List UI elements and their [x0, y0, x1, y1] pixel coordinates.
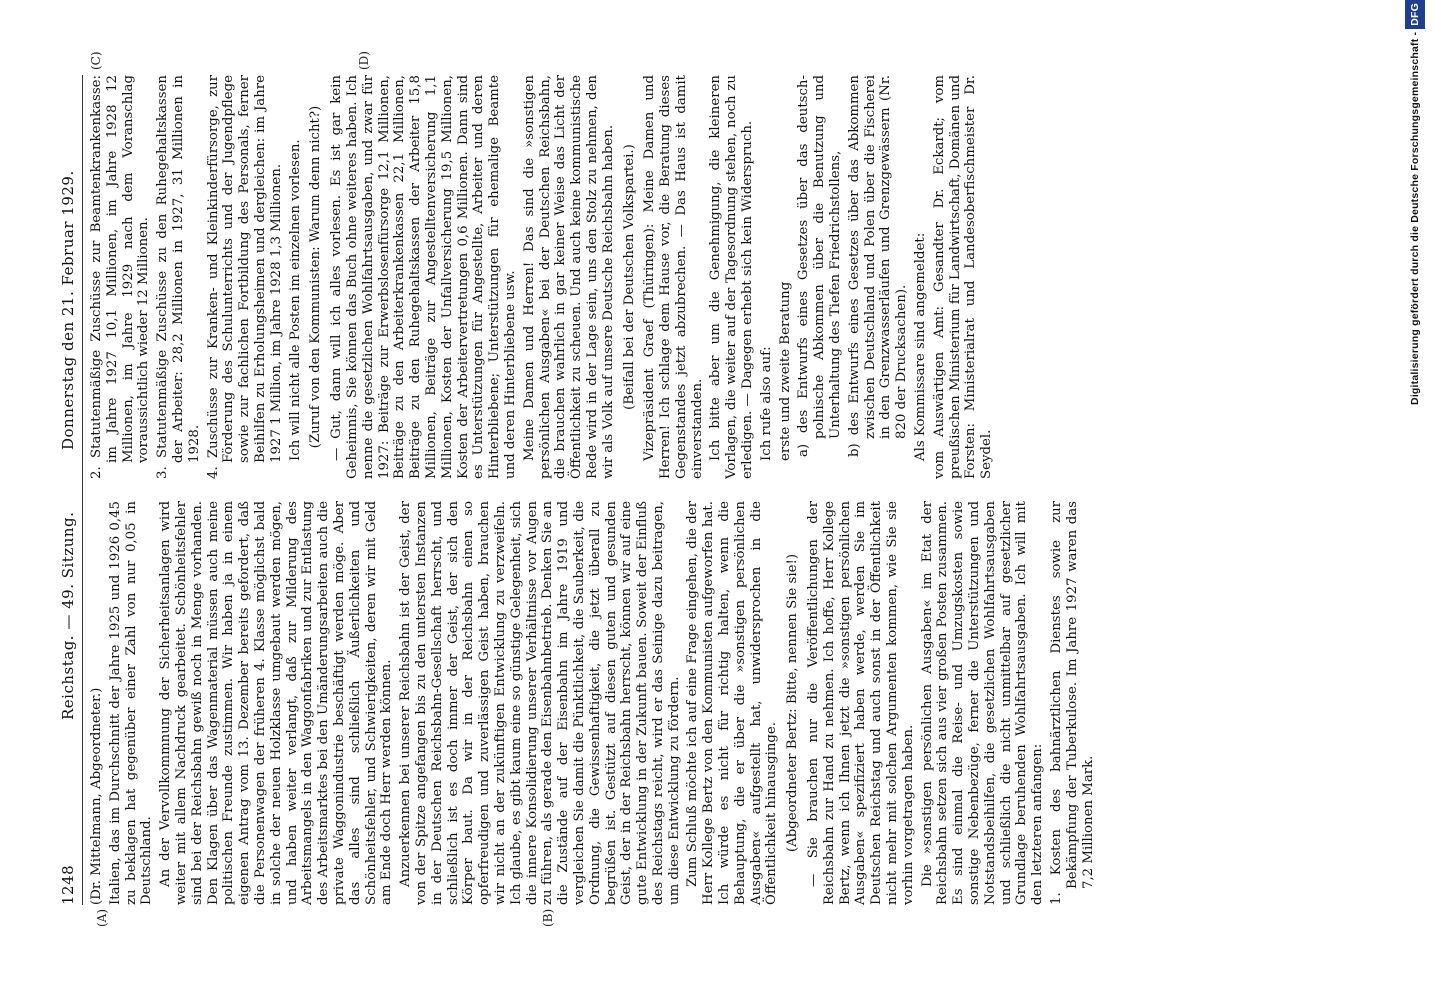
paragraph: — Gut, dann will ich alles vorlesen. Es ist gar kein Geheimnis, Sie können das Buch ohne weiteres haben. Ich nenne die gesetzlichen Wohlfahrtsausgaben, und zwar für 1927: Beiträge zur Erwerbslosenfürsorge 12,1 Millionen, Beiträge zu den Arbeiterkrankenkassen 22,1 Millionen, Beiträge zu den Ruhegehaltskassen der Arbeiter 15,8 Millionen, Beiträge zur Angestelltenversicherung 1,1 Millionen, Kosten der Unfallversicherung 19,5 Millionen, Kosten der Arbeitervertretungen 0,6 Millionen. Dann sind es Unterstützungen für Angestellte, Arbeiter und deren Hinterbliebene; Unterstützungen für ehemalige Beamte und deren Hinterbliebene usw. — [329, 75, 518, 479]
page-header — [55, 75, 81, 905]
list-item: 3. Statutenmäßige Zuschüsse zu den Ruhegehaltskassen der Arbeiter: 28,2 Millionen in 1927, 31 Millionen in 1928. — [155, 75, 202, 479]
interjection: (Abgeordneter Bertz: Bitte, nennen Sie sie!) — [785, 553, 801, 853]
list-item: 4. Zuschüsse zur Kranken- und Kleinkinderfürsorge, zur Förderung des Schulunterrichts und der Jugendpflege sowie zur fachlichen Fortbildung des Personals, ferner Beihilfen zu Erholungsheimen und dergleichen: im Jahre 1927 1 Million, im Jahre 1928 1,3 Millionen. — [205, 75, 284, 479]
dfg-logo: DFG — [1405, 0, 1425, 29]
paragraph: Ich bitte aber um die Genehmigung, die kleineren Vorlagen, die weiter auf der Tagesordnung stehen, noch zu erledigen. — Dagegen erhebt sich kein Widerspruch. — [708, 75, 756, 479]
page-number: 1248 — [59, 864, 77, 905]
agenda-item-b: b) des Entwurfs eines Gesetzes über das Abkommen zwischen Deutschland und Polen über die Fischerei in den Grenzwasserläufen und Grenzgewässern (Nr. 820 der Drucksachen). — [846, 75, 910, 457]
agenda-item-a: a) des Entwurfs eines Gesetzes über das deutsch-polnische Abkommen über die Benutzung und Unterhaltung des Tiefen Friedrichstollens, — [796, 75, 844, 457]
paragraph: Meine Damen und Herren! Das sind die »sonstigen persönlichen Ausgaben« bei der Deutschen Reichsbahn, die brauchen wahrlich in gar keiner Weise das Licht der Öffentlichkeit zu scheuen. Und auch keine kommunistische Rede wird in der Lage sein, uns den Stolz zu nehmen, den wir als Volk auf unsere Deutsche Reichsbahn haben. — [521, 75, 616, 479]
margin-mark-a: (A) — [95, 908, 109, 927]
scanned-page — [55, 51, 1345, 927]
header-rule — [82, 75, 83, 905]
list-item: 2. Statutenmäßige Zuschüsse zur Beamtenkrankenkasse: im Jahre 1927 10,1 Millionen, im Jahre 1928 12 Millionen, im Jahre 1929 nach dem Voranschlag voraussichtlich wieder 12 Millionen. — [89, 75, 152, 479]
margin-mark-d: (D) — [357, 51, 371, 70]
margin-mark-b: (B) — [541, 908, 555, 927]
left-column — [89, 501, 1339, 905]
paragraph: Als Kommissare sind angemeldet: — [913, 232, 929, 461]
paragraph: erste und zweite Beratung — [777, 281, 793, 461]
paragraph: Vizepräsident Graef (Thüringen): Meine Damen und Herren! Ich schlage dem Hause vor, die Beratung dieses Gegenstandes jetzt abzubrechen. — Das Haus ist damit einverstanden. — [642, 75, 705, 479]
paragraph: vom Auswärtigen Amt: Gesandter Dr. Eckardt; vom preußischen Ministerium für Landwirtschaft, Domänen und Forsten: Ministerialrat und Landesoberfischmeister Dr. Seydel. — [931, 75, 995, 479]
paragraph: An der Vervollkommnung der Sicherheitsanlagen wird weiter mit allem Nachdruck gearbeitet. Schönheitsfehler sind bei der Reichsbahn gewiß noch in Menge vorhanden. Den Klagen über das Wagenmaterial müssen auch meine politischen Freunde zustimmen. Wir haben ja in einem eigenen Antrag vom 13. Dezember bereits gefordert, daß die Personenwagen der früheren 4. Klasse möglichst bald in solche der neuen Holzklasse umgebaut werden mögen, und haben weiter verlangt, daß zur Milderung des Arbeitsmangels in den Waggonfabriken und zur Entlastung des Arbeitsmarktes bei den Umänderungsarbeiten auch die private Waggonindustrie beschäftigt werden möge. Aber das alles sind schließlich Äußerlichkeiten und Schönheitsfehler, und Schwierigkeiten, deren wir mit Geld am Ende doch Herr werden können. — [158, 501, 395, 905]
speaker-line: (Dr. Mittelmann, Abgeordneter.) — [89, 687, 104, 905]
digitization-credit — [1405, 0, 1425, 1000]
interjection: (Zuruf von den Kommunisten: Warum denn nicht?) — [308, 105, 324, 449]
paragraph: Zum Schluß möchte ich auf eine Frage eingehen, die der Herr Kollege Bertz von den Kommunisten aufgeworfen hat. Ich würde es nicht für richtig halten, wenn die Behauptung, die er über die »sonstigen persönlichen Ausgaben« aufgestellt hat, unwidersprochen in die Öffentlichkeit hinausginge. — [685, 501, 780, 905]
session-date: Donnerstag den 21. Februar 1929. — [59, 170, 77, 450]
applause-note: (Beifall bei der Deutschen Volkspartei.) — [621, 144, 637, 410]
paragraph: — Sie brauchen nur die Veröffentlichungen der Reichsbahn zur Hand zu nehmen. Ich hoffe, Herr Kollege Bertz, wenn ich Ihnen jetzt die »sonstigen persönlichen Ausgaben« spezifiziert haben werde, werden Sie im Deutschen Reichstag und auch sonst in der Öffentlichkeit nicht mehr mit solchen Argumenten kommen, wie Sie sie vorhin vorgetragen haben. — [806, 501, 916, 905]
paragraph: Ich will nicht alle Posten im einzelnen vorlesen. — [287, 139, 303, 461]
paragraph: Anzuerkennen bei unserer Reichsbahn ist der Geist, der von der Spitze angefangen bis zu den untersten Instanzen in der Deutschen Reichsbahn-Gesellschaft herrscht, und schließlich ist es doch immer der Geist, der sich den Körper baut. Da wir in der Reichsbahn einen so opferfreudigen und zuverlässigen Geist haben, brauchen wir nicht an der zukünftigen Entwicklung zu verzweifeln. Ich glaube, es gibt kaum eine so günstige Gelegenheit, sich die innere Konsolidierung unserer Verhältnisse vor Augen zu führen, als gerade den Eisenbahnbetrieb. Denken Sie an die Zustände auf der Eisenbahn im Jahre 1919 und vergleichen Sie damit die Pünktlichkeit, die Sauberkeit, die Ordnung, die Gewissenhaftigkeit, die jetzt überall zu begrüßen ist. Gestützt auf diesen guten und gesunden Geist, der in der Reichsbahn herrscht, können wir auf eine gute Entwicklung in der Zukunft bauen. Soweit der Einfluß des Reichstags reicht, wird er das Seinige dazu beitragen, um diese Entwicklung zu fördern. — [398, 501, 682, 905]
list-item: 1. Kosten des bahnärztlichen Dienstes sowie zur Bekämpfung der Tuberkulose. Im Jahre 1927 waren das 7,2 Millionen Mark. — [1049, 501, 1096, 905]
credit-text: Digitalisierung gefördert durch die Deutsche Forschungsgemeinschaft - — [1409, 31, 1421, 405]
paragraph: Ich rufe also auf: — [758, 346, 774, 461]
right-column — [89, 75, 1339, 479]
paragraph: Italien, das im Durchschnitt der Jahre 1925 und 1926 0,45 zu beklagen hat gegenüber einer Zahl von nur 0,05 in Deutschland. — [107, 501, 155, 905]
paragraph: Die »sonstigen persönlichen Ausgaben« im Etat der Reichsbahn setzen sich aus vier großen Posten zusammen. Es sind einmal die Reise- und Umzugskosten sowie sonstige Nebenbezüge, ferner die Unterstützungen und Notstandsbeihilfen, die gesetzlichen Wohlfahrtsausgaben und schließlich die nicht unmittelbar auf gesetzlicher Grundlage beruhenden Wohlfahrtsausgaben. Ich will mit den letzteren anfangen: — [919, 501, 1046, 905]
session-title: Reichstag. — 49. Sitzung. — [59, 511, 77, 720]
margin-mark-c: (C) — [89, 51, 103, 70]
